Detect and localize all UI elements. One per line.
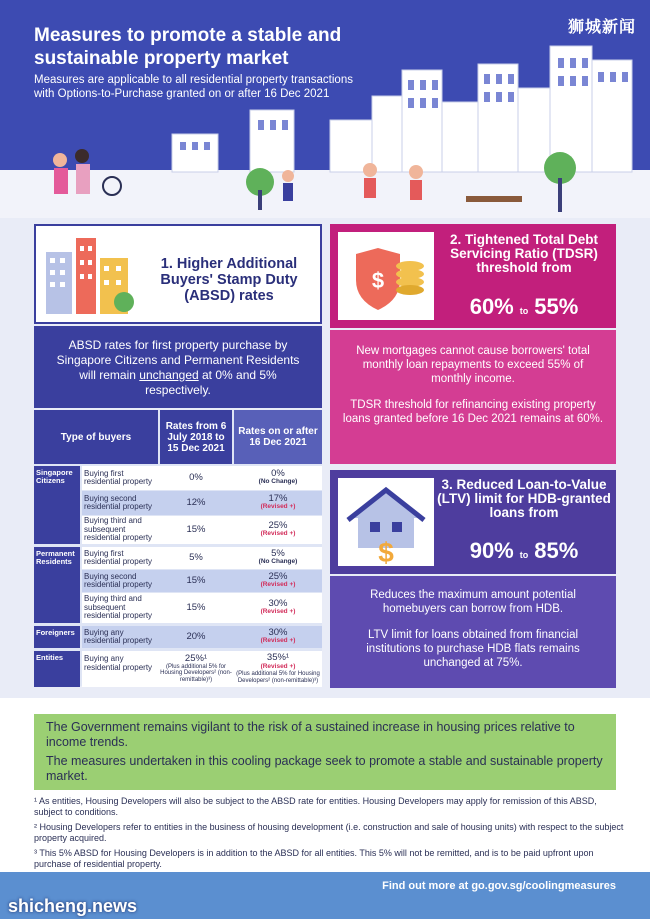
tdsr-title: 2. Tightened Total Debt Servicing Ratio (TDSR) threshold from (449, 232, 598, 275)
tdsr-to: 55% (534, 294, 579, 319)
row-new-rate: 0% (No Change) (258, 467, 298, 485)
footnote-1: ¹ As entities, Housing Developers will also be subject to the ABSD rate for entities. Housing Developers may apply for remission of this ABSD, subject to conditions. (34, 796, 597, 817)
absd-desc-part2: at 0% and 5% respectively. (145, 368, 277, 397)
ltv-to: 85% (534, 538, 579, 563)
statement-para2: The measures undertaken in this cooling package seek to promote a stable and sustainable property market. (46, 754, 603, 783)
row-desc: Buying second residential property (84, 571, 153, 589)
row-new-rate: 25% (Revised +) (260, 570, 296, 588)
svg-text:$: $ (371, 268, 385, 293)
row-new-rate: 30% (Revised +) (260, 626, 296, 644)
row-desc: Buying any residential property (84, 627, 153, 645)
absd-title: 1. Higher Additional Buyers' Stamp Duty (ABSD) rates (160, 256, 298, 304)
table-header-buyer-type: Type of buyers (34, 410, 158, 464)
ltv-rate-change (436, 538, 612, 564)
table-header-new-rate: Rates on or after 16 Dec 2021 (234, 410, 322, 464)
watermark-bottom: shicheng.news (8, 896, 138, 916)
ltv-para1: Reduces the maximum amount potential homebuyers can borrow from HDB. (370, 589, 576, 615)
buildings-icon (38, 232, 138, 318)
row-old-rate: 5% (189, 551, 203, 563)
group-permanent-residents: Permanent Residents (34, 547, 80, 623)
page-subtitle: Measures are applicable to all residential property transactions with Options-to-Purchase granted on or after 16 Dec 2021 (34, 74, 353, 100)
statement-para1: The Government remains vigilant to the risk of a sustained increase in housing prices relative to income trends. (46, 720, 575, 749)
money-shield-icon (338, 232, 434, 320)
row-old-rate: 15% (186, 523, 206, 535)
footnote-2: ² Housing Developers refer to entities in the business of housing development (i.e. construction and sale of housing units) with respect to the subject property acquired. (34, 822, 624, 843)
government-statement (34, 714, 616, 790)
more-info-link[interactable]: Find out more at go.gov.sg/coolingmeasures (382, 880, 616, 892)
group-foreigners: Foreigners (34, 626, 80, 648)
tdsr-body (330, 330, 616, 464)
page-title: Measures to promote a stable and sustainable property market (34, 25, 342, 69)
absd-desc-part1: ABSD rates for first property purchase by Singapore Citizens and Permanent Residents will remain (56, 338, 300, 382)
tdsr-para2: TDSR threshold for refinancing existing property loans granted before 16 Dec 2021 remains at 60%. (342, 399, 604, 425)
row-old-rate: 12% (186, 496, 206, 508)
svg-text:$: $ (378, 537, 394, 566)
tdsr-para1: New mortgages cannot cause borrowers' total monthly loan repayments to exceed 55% of monthly income. (356, 345, 590, 385)
ltv-to-word: to (519, 550, 529, 560)
row-desc: Buying second residential property (84, 493, 153, 511)
absd-description (34, 326, 322, 408)
absd-desc-underlined: unchanged (139, 368, 199, 382)
row-old-rate: 25%¹ (Plus additional 5% for Housing Developers² (non-remittable)³) (160, 653, 232, 683)
table-header-old-rate: Rates from 6 July 2018 to 15 Dec 2021 (160, 410, 232, 464)
row-desc: Buying third and subsequent residential property (84, 594, 153, 621)
hero-banner (0, 0, 650, 218)
row-old-rate: 15% (186, 601, 206, 613)
tdsr-rate-change (436, 294, 612, 320)
row-desc: Buying any residential property (84, 654, 153, 672)
ltv-body (330, 576, 616, 688)
ltv-para2: LTV limit for loans obtained from financial institutions to purchase HDB flats remains unchanged at 75%. (366, 629, 580, 669)
tdsr-to-word: to (519, 306, 529, 316)
row-old-rate: 15% (186, 574, 206, 586)
house-money-icon (338, 478, 434, 566)
row-old-rate: 20% (186, 630, 206, 642)
footnote-3: ³ This 5% ABSD for Housing Developers is in addition to the ABSD for all entities. This 5% will not be remitted, and is to be paid upfront upon purchase of residential property. (34, 848, 594, 869)
row-new-rate: 35%¹ (Revised +) (Plus additional 5% for Housing Developers² (non-remittable)³) (236, 652, 320, 684)
ltv-title: 3. Reduced Loan-to-Value (LTV) limit for HDB-granted loans from (437, 477, 611, 520)
row-desc: Buying first residential property (84, 548, 153, 566)
ltv-from: 90% (469, 538, 514, 563)
group-singapore-citizens: Singapore Citizens (34, 466, 80, 544)
row-old-rate: 0% (189, 471, 203, 483)
row-new-rate: 30% (Revised +) (260, 597, 296, 615)
row-desc: Buying first residential property (84, 468, 153, 486)
group-entities: Entities (34, 651, 80, 687)
row-new-rate: 5% (No Change) (258, 547, 298, 565)
watermark-top: 狮城新闻 (567, 17, 636, 36)
row-desc: Buying third and subsequent residential property (84, 516, 153, 543)
row-new-rate: 17% (Revised +) (260, 492, 296, 510)
tdsr-from: 60% (469, 294, 514, 319)
row-new-rate: 25% (Revised +) (260, 519, 296, 537)
